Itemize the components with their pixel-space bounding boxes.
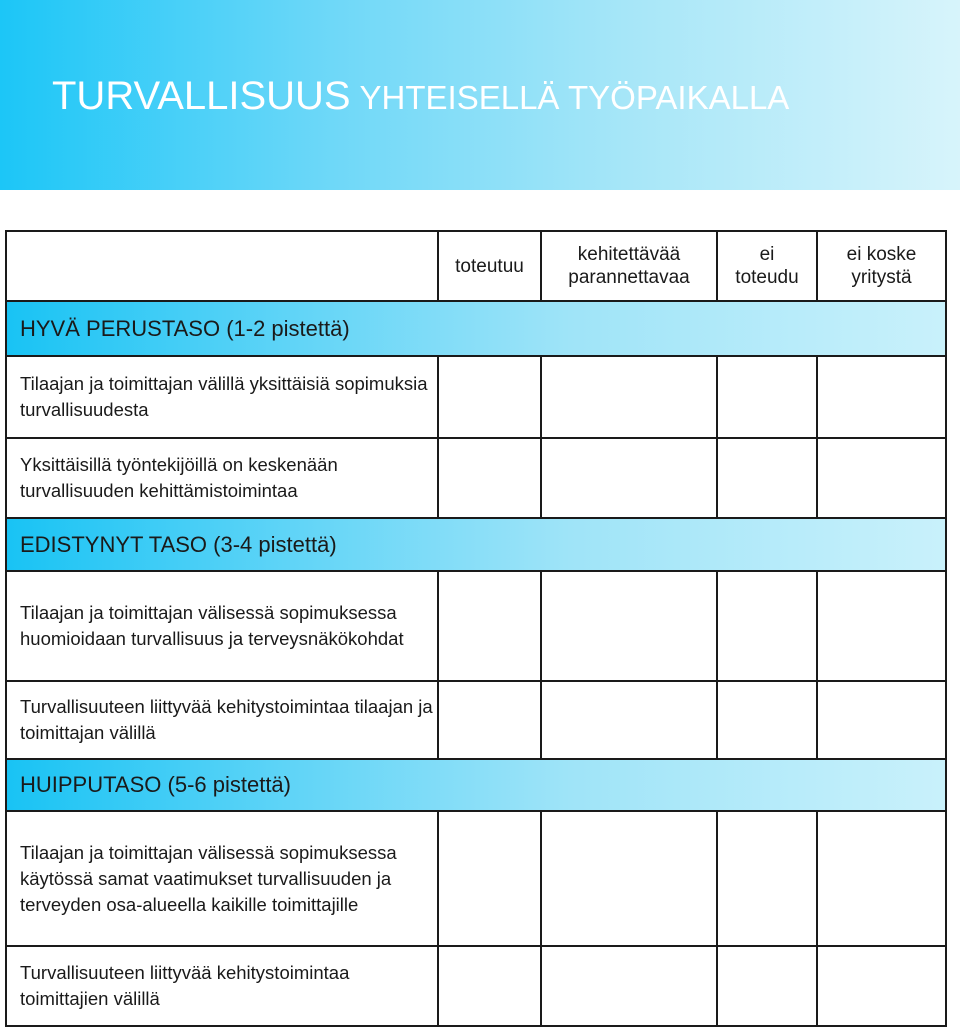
criterion-label: Tilaajan ja toimittajan välisessä sopimuksessa huomioidaan turvallisuus ja terveysnäkökohdat	[6, 571, 438, 681]
table-row	[6, 681, 946, 759]
checkbox-kehitettavaa[interactable]	[541, 438, 717, 518]
criterion-label: Turvallisuuteen liittyvää kehitystoimintaa tilaajan ja toimittajan välillä	[6, 681, 438, 759]
page-title	[52, 76, 789, 116]
checkbox-kehitettavaa[interactable]	[541, 571, 717, 681]
checkbox-ei-toteudu[interactable]	[717, 811, 817, 946]
criterion-label: Tilaajan ja toimittajan välisessä sopimuksessa käytössä samat vaatimukset turvallisuuden ja terveyden osa-alueella kaikille toimittajille	[6, 811, 438, 946]
checkbox-ei-koske[interactable]	[817, 438, 946, 518]
criterion-label: Yksittäisillä työntekijöillä on keskenään turvallisuuden kehittämistoimintaa	[6, 438, 438, 518]
column-header-ei-toteudu	[717, 231, 817, 301]
criterion-label: Tilaajan ja toimittajan välillä yksittäisiä sopimuksia turvallisuudesta	[6, 356, 438, 438]
checkbox-ei-toteudu[interactable]	[717, 681, 817, 759]
checkbox-kehitettavaa[interactable]	[541, 681, 717, 759]
checkbox-ei-koske[interactable]	[817, 681, 946, 759]
checkbox-ei-koske[interactable]	[817, 946, 946, 1026]
checkbox-kehitettavaa[interactable]	[541, 811, 717, 946]
column-header-ei-koske-text: ei koske yritystä	[846, 244, 917, 288]
table-row	[6, 811, 946, 946]
title-banner	[0, 0, 960, 190]
checkbox-kehitettavaa[interactable]	[541, 946, 717, 1026]
section-row-perustaso	[6, 301, 946, 356]
section-row-edistynyt	[6, 518, 946, 571]
column-header-ei-toteudu-text: ei toteudu	[735, 244, 799, 288]
section-title-huipputaso: HUIPPUTASO (5-6 pistettä)	[6, 759, 946, 811]
table-row	[6, 438, 946, 518]
checkbox-ei-koske[interactable]	[817, 356, 946, 438]
checkbox-ei-toteudu[interactable]	[717, 438, 817, 518]
checkbox-toteutuu[interactable]	[438, 811, 541, 946]
section-row-huipputaso	[6, 759, 946, 811]
checkbox-kehitettavaa[interactable]	[541, 356, 717, 438]
table-row	[6, 356, 946, 438]
checkbox-toteutuu[interactable]	[438, 356, 541, 438]
checkbox-toteutuu[interactable]	[438, 571, 541, 681]
checkbox-ei-toteudu[interactable]	[717, 946, 817, 1026]
checkbox-toteutuu[interactable]	[438, 438, 541, 518]
criterion-label: Turvallisuuteen liittyvää kehitystoimintaa toimittajien välillä	[6, 946, 438, 1026]
column-header-ei-koske	[817, 231, 946, 301]
checkbox-toteutuu[interactable]	[438, 946, 541, 1026]
column-header-kehitettavaa	[541, 231, 717, 301]
header-row	[6, 231, 946, 301]
column-header-kehitettavaa-text: kehitettävää parannettavaa	[568, 244, 690, 288]
checkbox-ei-toteudu[interactable]	[717, 571, 817, 681]
checkbox-toteutuu[interactable]	[438, 681, 541, 759]
column-header-toteutuu: toteutuu	[438, 231, 541, 301]
assessment-table	[5, 230, 947, 1027]
page-title-rest: YHTEISELLÄ TYÖPAIKALLA	[359, 79, 790, 116]
section-title-edistynyt: EDISTYNYT TASO (3-4 pistettä)	[6, 518, 946, 571]
checkbox-ei-koske[interactable]	[817, 811, 946, 946]
checkbox-ei-toteudu[interactable]	[717, 356, 817, 438]
section-title-perustaso: HYVÄ PERUSTASO (1-2 pistettä)	[6, 301, 946, 356]
page-title-main: TURVALLISUUS	[52, 74, 351, 118]
table-row	[6, 946, 946, 1026]
checkbox-ei-koske[interactable]	[817, 571, 946, 681]
header-blank-cell	[6, 231, 438, 301]
table-row	[6, 571, 946, 681]
